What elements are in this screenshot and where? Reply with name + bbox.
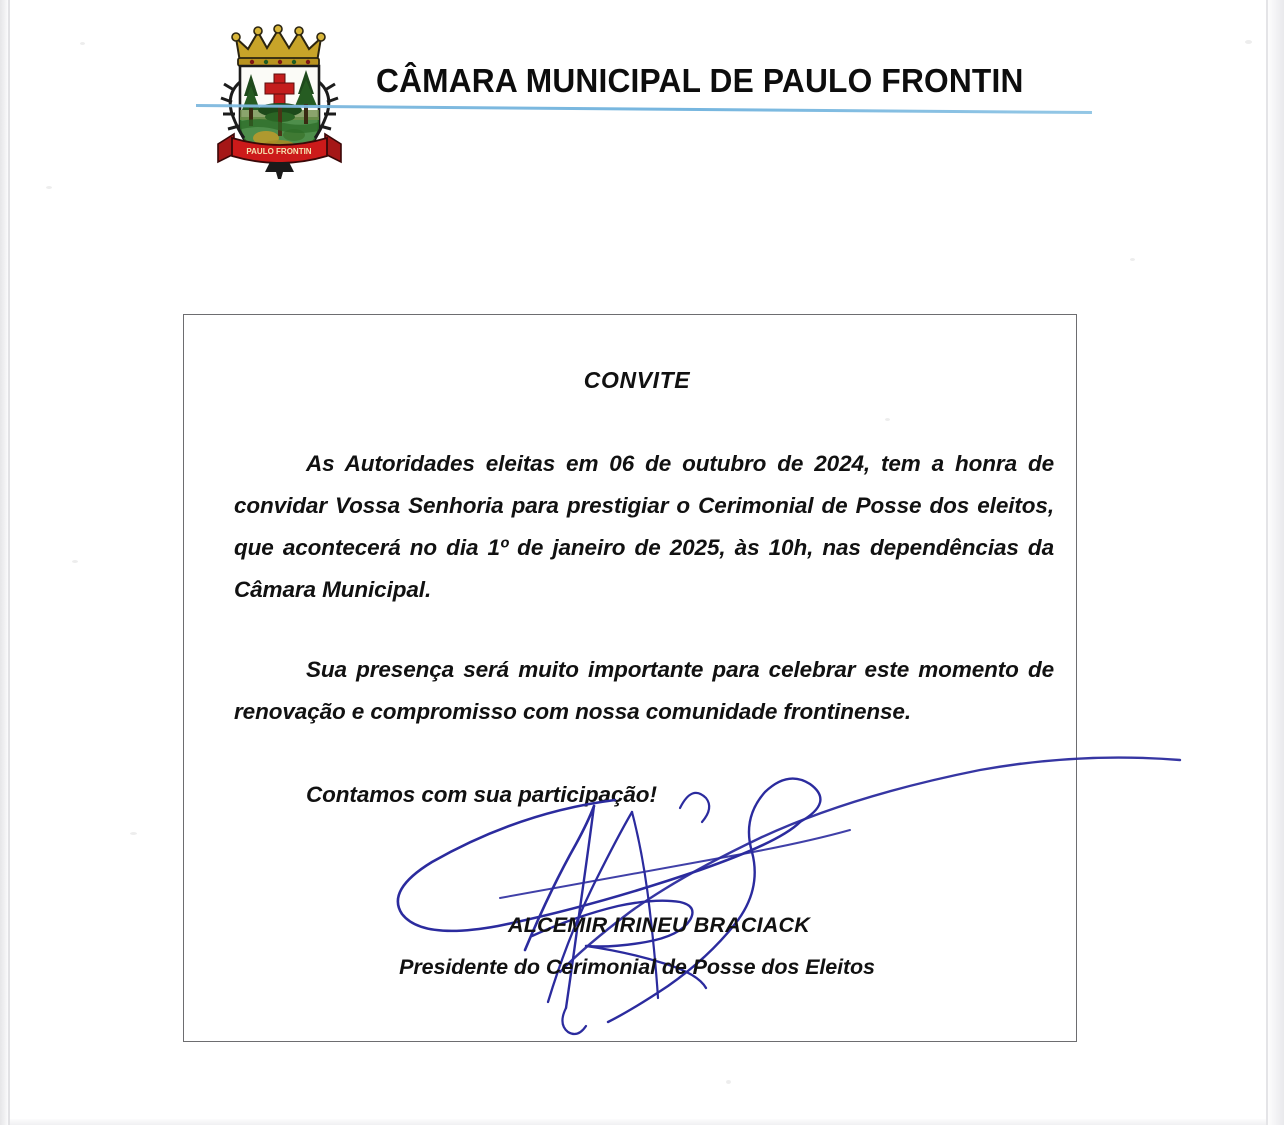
coat-of-arms-emblem bbox=[210, 22, 362, 180]
invitation-paragraph-3: Contamos com sua participação! bbox=[306, 782, 657, 807]
page-edge-bottom-shadow bbox=[10, 1119, 1266, 1125]
invitation-paragraph-2: Sua presença será muito importante para celebrar este momento de renovação e compromisso com nossa comunidade frontinense. bbox=[234, 657, 1054, 724]
signer-role: Presidente do Cerimonial de Posse dos Eleitos bbox=[399, 955, 875, 979]
invitation-paragraph-1: As Autoridades eleitas em 06 de outubro de 2024, tem a honra de convidar Vossa Senhoria para prestigiar o Cerimonial de Posse dos eleitos, que acontecerá no dia 1º de janeiro de 2025, às 10h, nas dependências da Câmara Municipal. bbox=[234, 451, 1054, 602]
scan-speck bbox=[1130, 258, 1135, 261]
scan-speck bbox=[130, 832, 137, 835]
invitation-content bbox=[201, 315, 1073, 1041]
letterhead bbox=[0, 0, 1284, 190]
ribbon-text: PAULO FRONTIN bbox=[246, 147, 312, 156]
crown-icon bbox=[232, 25, 325, 66]
invitation-box bbox=[183, 314, 1077, 1042]
invitation-heading: CONVITE bbox=[583, 367, 691, 393]
signer-name: ALCEMIR IRINEU BRACIACK bbox=[507, 913, 810, 937]
scan-speck bbox=[726, 1080, 731, 1084]
scan-speck bbox=[72, 560, 78, 563]
signature-block bbox=[219, 913, 1055, 980]
organization-title: CÂMARA MUNICIPAL DE PAULO FRONTIN bbox=[376, 62, 1024, 99]
